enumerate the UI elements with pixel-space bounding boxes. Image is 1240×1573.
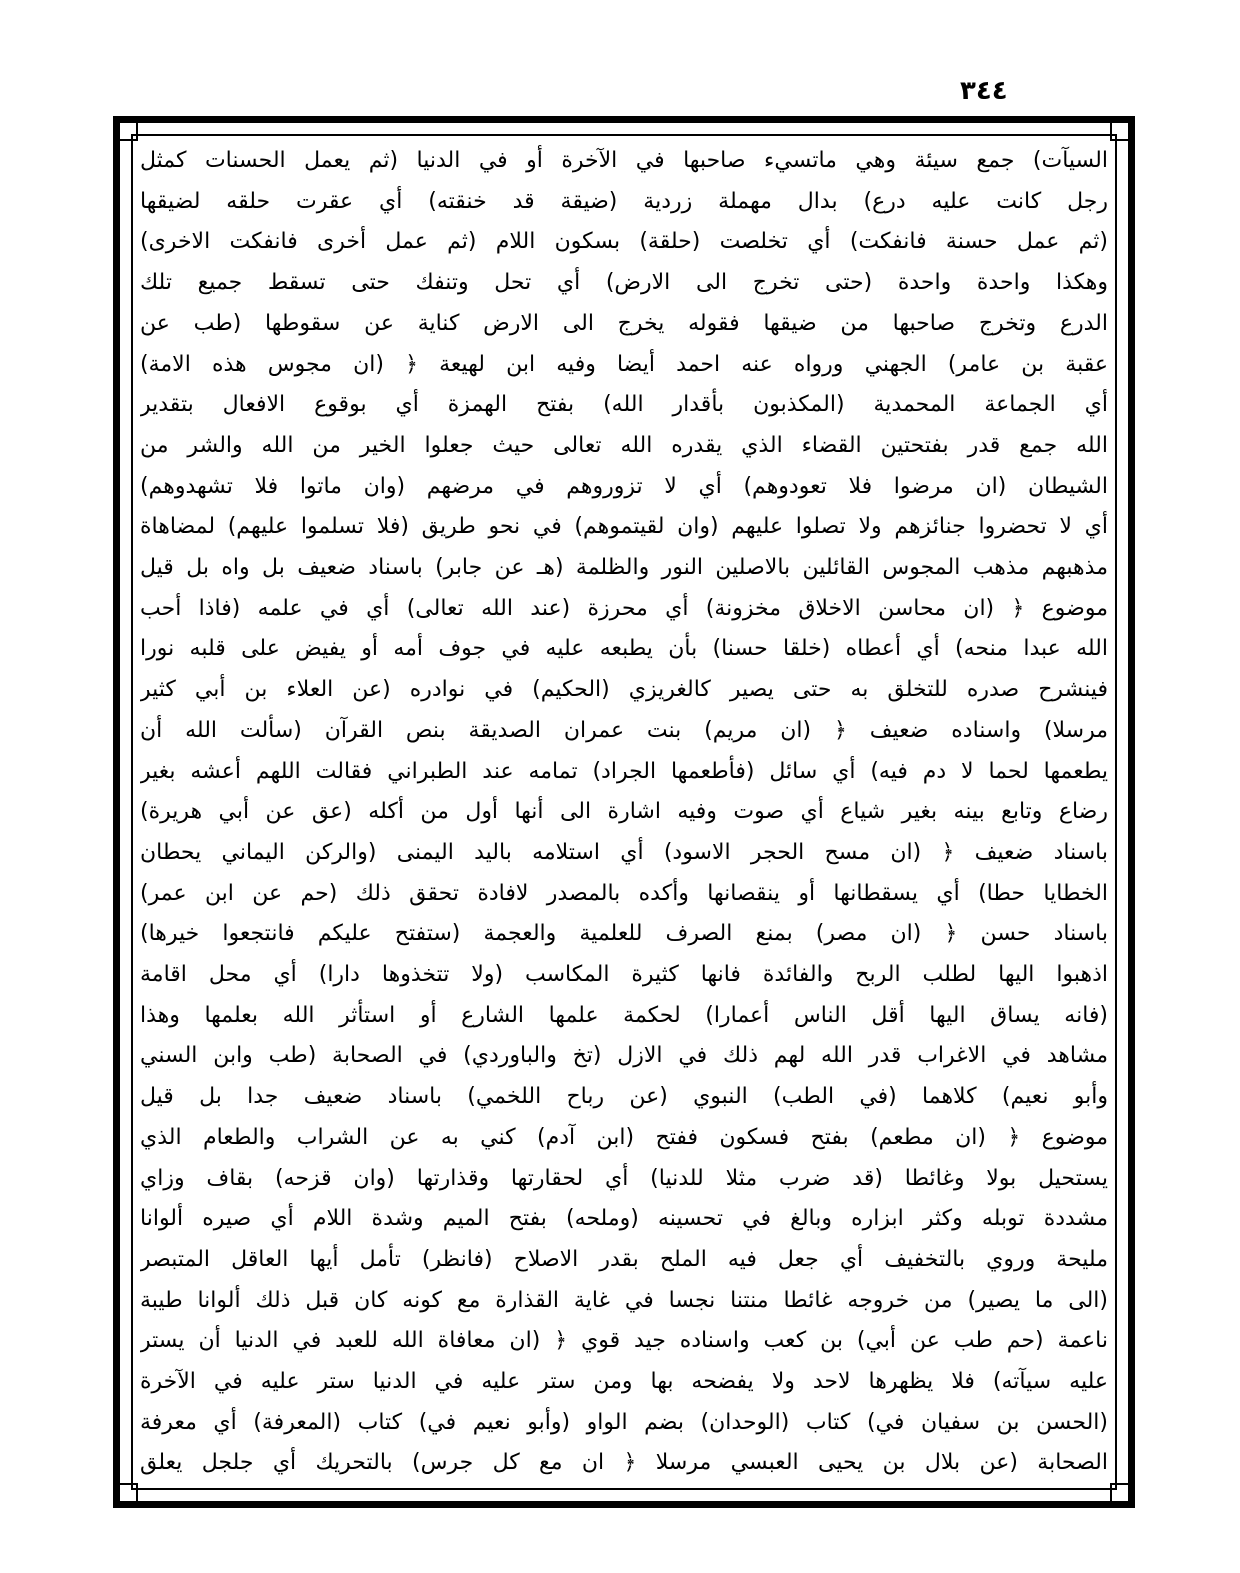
border-corner-ornament: [1110, 1483, 1130, 1503]
border-corner-ornament: [118, 121, 138, 141]
arabic-text-body: [140, 140, 1108, 1485]
text-line: ناعمة (حم طب عن أبي) بن كعب واسناده جيد قوي ﴿ (ان معافاة الله للعبد في الدنيا أن يستر: [140, 1328, 1108, 1354]
text-line: الدرع وتخرج صاحبها من ضيقها فقوله يخرج الى الارض كناية عن سقوطها (طب عن: [140, 310, 1108, 336]
text-line: (فانه يساق اليها أقل الناس أعمارا) لحكمة علمها الشارع أو استأثر الله بعلمها وهذا: [140, 1002, 1108, 1028]
border-corner-ornament: [118, 1483, 138, 1503]
text-line: موضوع ﴿ (ان محاسن الاخلاق مخزونة) أي محرزة (عند الله تعالى) أي في علمه (فاذا أحب: [140, 595, 1108, 621]
border-corner-ornament: [1110, 121, 1130, 141]
text-line: يطعمها لحما لا دم فيه) أي سائل (فأطعمها الجراد) تمامه عند الطبراني فقالت اللهم أعشه بغير: [140, 758, 1108, 784]
text-line: أي الجماعة المحمدية (المكذبون بأقدار الله) بفتح الهمزة أي بوقوع الافعال بتقدير: [140, 392, 1108, 418]
text-line: باسناد حسن ﴿ (ان مصر) بمنع الصرف للعلمية والعجمة (ستفتح عليكم فانتجعوا خيرها): [140, 921, 1108, 947]
text-line: الخطايا حطا) أي يسقطانها أو ينقصانها وأكده بالمصدر لافادة تحقق ذلك (حم عن ابن عمر): [140, 880, 1108, 906]
text-line: عقبة بن عامر) الجهني ورواه عنه احمد أيضا وفيه ابن لهيعة ﴿ (ان مجوس هذه الامة): [140, 351, 1108, 377]
text-line: (الحسن بن سفيان في) كتاب (الوحدان) بضم الواو (وأبو نعيم في) كتاب (المعرفة) أي معرفة: [140, 1409, 1108, 1435]
text-line: باسناد ضعيف ﴿ (ان مسح الحجر الاسود) أي استلامه باليد اليمنى (والركن اليماني يحطان: [140, 839, 1108, 865]
text-line: مشددة توبله وكثر ابزاره وبالغ في تحسينه (وملحه) بفتح الميم وشدة اللام أي صيره ألوانا: [140, 1206, 1108, 1232]
text-line: السيآت) جمع سيئة وهي ماتسيء صاحبها في الآخرة أو في الدنيا (ثم يعمل الحسنات كمثل: [140, 148, 1108, 173]
text-line: وهكذا واحدة واحدة (حتى تخرج الى الارض) أي تحل وتنفك حتى تسقط جميع تلك: [140, 270, 1108, 296]
text-line: مليحة وروي بالتخفيف أي جعل فيه الملح بقدر الاصلاح (فانظر) تأمل أيها العاقل المتبصر: [140, 1246, 1108, 1272]
text-line: يستحيل بولا وغائطا (قد ضرب مثلا للدنيا) أي لحقارتها وقذارتها (وان قزحه) بقاف وزاي: [140, 1165, 1108, 1191]
text-line: الشيطان (ان مرضوا فلا تعودوهم) أي لا تزوروهم في مرضهم (وان ماتوا فلا تشهدوهم): [140, 473, 1108, 499]
text-line: مشاهد في الاغراب قدر الله لهم ذلك في الازل (تخ والباوردي) في الصحابة (طب وابن السني: [140, 1043, 1108, 1069]
text-line: عليه سيآته) فلا يظهرها لاحد ولا يفضحه بها ومن ستر عليه في الدنيا ستر عليه في الآخرة: [140, 1369, 1108, 1394]
text-line: (الى ما يصير) من خروجه غائطا منتنا نجسا في غاية القذارة مع كونه كان قبل ذلك ألوانا طيبة: [140, 1287, 1108, 1313]
text-line: مرسلا) واسناده ضعيف ﴿ (ان مريم) بنت عمران الصديقة بنص القرآن (سألت الله أن: [140, 717, 1108, 743]
text-line: الله عبدا منحه) أي أعطاه (خلقا حسنا) بأن يطبعه عليه في جوف أمه أو يفيض على قلبه نورا: [140, 636, 1108, 662]
text-line: موضوع ﴿ (ان مطعم) بفتح فسكون ففتح (ابن آدم) كني به عن الشراب والطعام الذي: [140, 1124, 1108, 1150]
text-line: (ثم عمل حسنة فانفكت) أي تخلصت (حلقة) بسكون اللام (ثم عمل أخرى فانفكت الاخرى): [140, 229, 1108, 255]
text-line: رجل كانت عليه درع) بدال مهملة زردية (ضيقة قد خنقته) أي عقرت حلقه لضيقها: [140, 188, 1108, 214]
text-line: فينشرح صدره للتخلق به حتى يصير كالغريزي (الحكيم) في نوادره (عن العلاء بن أبي كثير: [140, 677, 1108, 703]
text-line: اذهبوا اليها لطلب الربح والفائدة فانها كثيرة المكاسب (ولا تتخذوها دارا) أي محل اقامة: [140, 962, 1108, 987]
text-line: مذهبهم مذهب المجوس القائلين بالاصلين النور والظلمة (هـ عن جابر) باسناد ضعيف بل واه بل قيل: [140, 555, 1108, 580]
page-number: ٣٤٤: [960, 76, 1008, 106]
text-line: الصحابة (عن بلال بن يحيى العبسي مرسلا ﴿ ان مع كل جرس) بالتحريك أي جلجل يعلق: [140, 1450, 1108, 1476]
text-line: رضاع وتابع بينه بغير شياع أي صوت وفيه اشارة الى أنها أول من أكله (عق عن أبي هريرة): [140, 799, 1108, 825]
text-line: أي لا تحضروا جنائزهم ولا تصلوا عليهم (وان لقيتموهم) في نحو طريق (فلا تسلموا عليهم) لمضاهاة: [140, 514, 1108, 540]
text-line: الله جمع قدر بفتحتين القضاء الذي يقدره الله تعالى حيث جعلوا الخير من الله والشر من: [140, 432, 1108, 458]
text-line: وأبو نعيم) كلاهما (في الطب) النبوي (عن رباح اللخمي) باسناد ضعيف جدا بل قيل: [140, 1084, 1108, 1110]
